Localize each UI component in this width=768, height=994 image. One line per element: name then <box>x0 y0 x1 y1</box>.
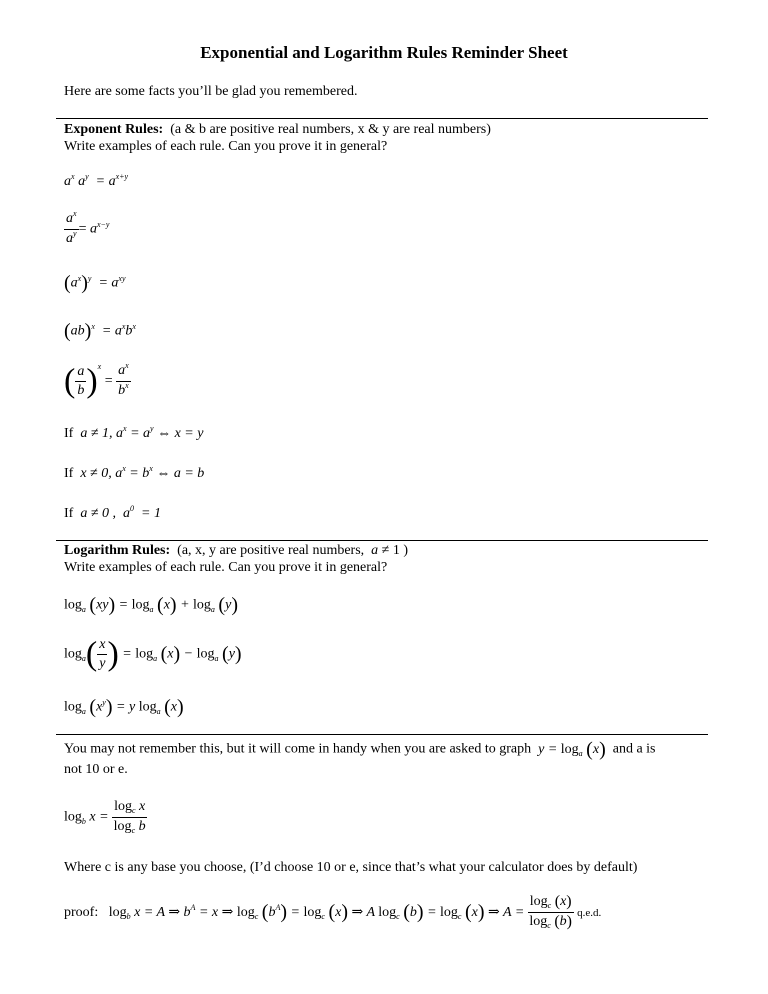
if-label: If <box>64 466 74 481</box>
proof-label: proof: <box>64 904 99 920</box>
rule-product-of-powers: $a^x$ $a^y = a^{x+y}$ <box>64 172 129 189</box>
change-of-base-proof: proof: $\log_b x = A$ ⇒ $b^A = x$ ⇒ $\log_c (b^A) = \log_c (x)$ ⇒ A $\log_c (b) = \log_c (x)$ ⇒ A = $\frac{\log_c (x)}{\log_c (b)}$ q.e.d. <box>64 893 602 931</box>
divider <box>56 540 708 541</box>
rule-log-power: $\log_a (x^y) = y$ $\log_a (x)$ <box>64 696 184 718</box>
exponent-instruction: Write examples of each rule. Can you prove it in general? <box>64 139 388 154</box>
change-of-base-formula: $\log_b x$ = $\frac{\log_c x}{\log_c b}$ <box>64 799 146 835</box>
qed-label: q.e.d. <box>577 906 602 919</box>
change-of-base-text-2: not 10 or e. <box>64 762 128 777</box>
rule-power-of-power: $(a^x)^y = a^{xy}$ <box>64 272 126 294</box>
if-label: If <box>64 506 74 521</box>
rule-log-quotient: $\log_a$( $\frac{x}{y}$ ) = $\log_a (x) - \log_a (y)$ <box>64 635 242 673</box>
logarithm-condition: (a, x, y are positive real numbers, <box>177 543 365 558</box>
page-title: Exponential and Logarithm Rules Reminder Sheet <box>200 43 568 62</box>
divider <box>56 734 708 735</box>
rule-power-of-quotient: ( $\frac{a}{b}$ )$^x$ = $\frac{a^x}{b^x}$ <box>64 361 129 400</box>
rule-log-product: $\log_a (xy) = \log_a (x) + \log_a (y)$ <box>64 594 238 616</box>
exponent-heading-line <box>64 122 491 138</box>
rule-power-of-product: $(ab)^x = a^xb^x$ <box>64 320 136 342</box>
change-of-base-intro: You may not remember this, but it will come in handy when you are asked to graph $y = \log_a (x)$ and a is <box>64 738 656 760</box>
change-of-base-text: You may not remember this, but it will come in handy when you are asked to graph <box>64 741 532 757</box>
rule-equal-exponents: If x ≠ 0, $a^x = b^x$ ⇔ a = b <box>64 464 205 481</box>
logarithm-instruction: Write examples of each rule. Can you prove it in general? <box>64 560 388 575</box>
logarithm-heading-line: Logarithm Rules: (a, x, y are positive real numbers, a ≠ 1 ) <box>64 543 409 558</box>
rule-quotient-of-powers: $\frac{a^x}{a^y}$ = $a^{x-y}$ <box>66 209 110 246</box>
if-label: If <box>64 426 74 441</box>
divider <box>56 118 708 119</box>
exponent-condition: (a & b are positive real numbers, x & y are real numbers) <box>170 122 491 137</box>
rule-equal-bases: If a ≠ 1, $a^x = a^y$ ⇔ x = y <box>64 424 204 441</box>
logarithm-heading: Logarithm Rules: <box>64 543 171 558</box>
intro-text: Here are some facts you’ll be glad you remembered. <box>64 84 358 99</box>
exponent-heading: Exponent Rules: <box>64 122 164 137</box>
rule-zero-exponent: If a ≠ 0 , $a^0 = 1$ <box>64 504 161 521</box>
change-of-base-note: Where c is any base you choose, (I’d choose 10 or e, since that’s what your calculator does by default) <box>64 860 638 875</box>
change-of-base-text-end: and a is <box>612 741 656 757</box>
